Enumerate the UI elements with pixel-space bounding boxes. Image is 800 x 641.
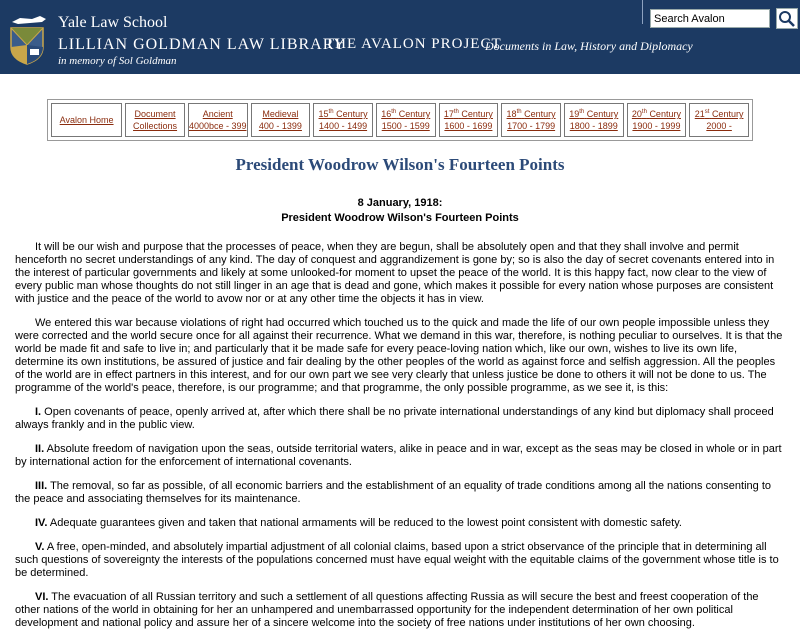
nav-16th-century[interactable] (376, 103, 436, 137)
yale-bulldog-icon (10, 14, 48, 26)
nav-label: 17th Century (443, 109, 493, 119)
nav-19th-century[interactable] (564, 103, 624, 137)
document-body (15, 241, 785, 641)
point-paragraph (15, 591, 785, 630)
search-icon (777, 9, 797, 28)
school-name[interactable]: Yale Law School (58, 14, 168, 31)
memory-caption: in memory of Sol Goldman (58, 55, 177, 67)
point-number: II. (35, 443, 45, 455)
nav-label: Document (134, 109, 176, 119)
nav-range: 1800 - 1899 (569, 121, 618, 131)
point-number: IV. (35, 517, 48, 529)
page-title: President Woodrow Wilson's Fourteen Points (235, 155, 565, 174)
project-subtitle: Documents in Law, History and Diplomacy (485, 39, 693, 53)
nav-label: 21st Century (694, 109, 744, 119)
point-number: V. (35, 541, 45, 553)
nav-18th-century[interactable] (501, 103, 561, 137)
nav-range: 1500 - 1599 (381, 121, 430, 131)
nav-range: 400 - 1399 (258, 121, 302, 131)
project-title[interactable]: THE AVALON PROJECT (325, 36, 502, 52)
point-text: Adequate guarantees given and taken that national armaments will be reduced to the lowest point consistent with domestic safety. (47, 517, 682, 529)
document-subtitle: President Woodrow Wilson's Fourteen Points (281, 212, 519, 224)
nav-label: 20th Century (631, 109, 681, 119)
nav-label: Avalon Home (59, 115, 114, 125)
point-paragraph (15, 517, 785, 530)
nav-label: 16th Century (381, 109, 431, 119)
point-paragraph (15, 443, 785, 469)
site-header (0, 0, 800, 74)
point-paragraph (15, 406, 785, 432)
intro-paragraph: We entered this war because violations of right had occurred which touched us to the quick and made the life of our own people impossible unless they were corrected and the world secure once for all against their recurrence. What we demand in this war, therefore, is nothing peculiar to ourselves. It is that the world be made fit and safe to live in; and particularly that it be made safe for every peace-loving nation which, like our own, wishes to live its own life, determine its own institutions, be assured of justice and fair dealing by the other peoples of the world as against force and selfish aggression. All the peoples of the world are in effect partners in this interest, and for our own part we see very clearly that unless justice be done to others it will not be done to us. The programme of the world's peace, therefore, is our programme; and that programme, the only possible programme, as we see it, is this: (15, 317, 783, 394)
nav-range: 4000bce - 399 (188, 121, 247, 131)
nav-17th-century[interactable] (439, 103, 499, 137)
search-button[interactable] (776, 8, 798, 29)
nav-20th-century[interactable] (627, 103, 687, 137)
point-text: Open covenants of peace, openly arrived at, after which there shall be no private international understandings of any kind but diplomacy shall proceed always frankly and in the public view. (15, 406, 774, 431)
nav-medieval[interactable] (251, 103, 311, 137)
point-number: VI. (35, 591, 49, 603)
point-paragraph (15, 541, 785, 580)
nav-avalon-home[interactable] (51, 103, 122, 137)
nav-range: 1700 - 1799 (507, 121, 556, 131)
nav-range: 1600 - 1699 (444, 121, 493, 131)
search-input[interactable] (650, 9, 770, 28)
point-text: The removal, so far as possible, of all economic barriers and the establishment of an equality of trade conditions among all the nations consenting to the peace and associating themselves for its maintenance. (15, 480, 771, 505)
nav-label: 15th Century (318, 109, 368, 119)
point-text: Absolute freedom of navigation upon the seas, outside territorial waters, alike in peace and in war, except as the seas may be closed in whole or in part by international action for the enforcement of international covenants. (15, 443, 782, 468)
nav-label: Medieval (262, 109, 299, 119)
nav-label: 19th Century (569, 109, 619, 119)
nav-label: Collections (133, 121, 178, 131)
point-paragraph (15, 480, 785, 506)
point-text: A free, open-minded, and absolutely impartial adjustment of all colonial claims, based upon a strict observance of the principle that in determining all such questions of sovereignty the interests of the populations concerned must have equal weight with the equitable claims of the government whose title is to be determined. (15, 541, 779, 579)
yale-law-shield-icon[interactable] (10, 27, 44, 65)
library-name[interactable]: LILLIAN GOLDMAN LAW LIBRARY (58, 36, 347, 53)
nav-label: 18th Century (506, 109, 556, 119)
point-number: I. (35, 406, 42, 418)
nav-15th-century[interactable] (313, 103, 373, 137)
nav-ancient[interactable] (188, 103, 248, 137)
document-date: 8 January, 1918: (357, 197, 443, 209)
nav-range: 1900 - 1999 (632, 121, 681, 131)
nav-document-collections[interactable] (125, 103, 185, 137)
nav-21st-century[interactable] (689, 103, 749, 137)
nav-range: 1400 - 1499 (319, 121, 368, 131)
header-divider (642, 0, 643, 24)
point-number: III. (35, 480, 48, 492)
nav-label: Ancient (202, 109, 233, 119)
nav-range: 2000 - (706, 121, 732, 131)
intro-paragraph: It will be our wish and purpose that the processes of peace, when they are begun, shall be absolutely open and that they shall involve and permit henceforth no secret understandings of any kind. The day of conquest and aggrandizement is gone by; so is also the day of secret covenants entered into in the interest of particular governments and likely at some unlooked-for moment to upset the peace of the world. It is this happy fact, now clear to the view of every public man whose thoughts do not still linger in an age that is dead and gone, which makes it possible for every nation whose purposes are consistent with justice and the peace of the world to avow nor or at any other time the objects it has in view. (15, 241, 775, 305)
point-text: The evacuation of all Russian territory and such a settlement of all questions affecting Russia as will secure the best and freest cooperation of the other nations of the world in obtaining for her an unhampered and unembarrassed opportunity for the independent determination of her own political development and national policy and assure her of a sincere welcome into the society of free nations under institutions of her own choosing. (15, 591, 759, 629)
era-navigation (47, 99, 753, 141)
